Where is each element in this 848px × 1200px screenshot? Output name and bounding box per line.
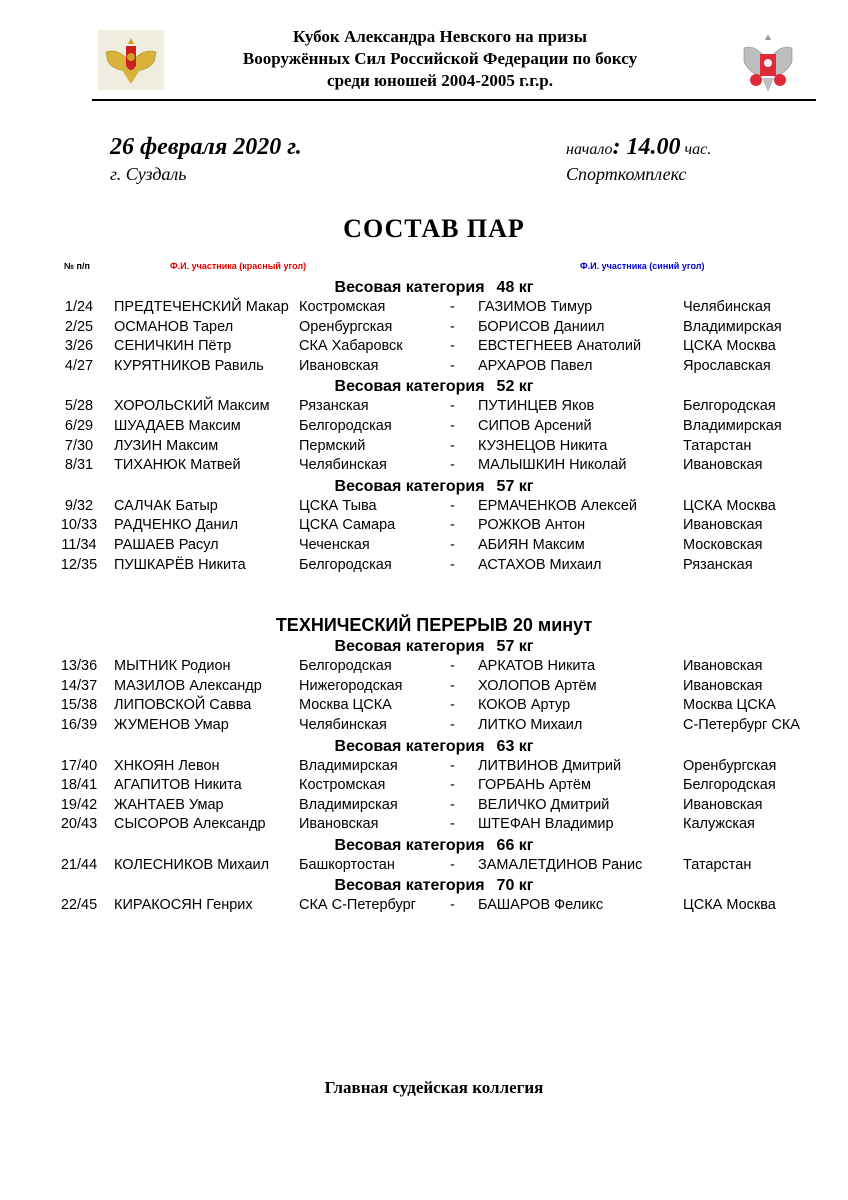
- bout-number: 22/45: [60, 897, 98, 914]
- red-corner-boxer: ПУШКАРЁВ Никита: [114, 556, 246, 573]
- blue-corner-team: ЦСКА Москва: [683, 897, 776, 914]
- bout-row: [0, 318, 848, 338]
- versus-separator: -: [450, 437, 455, 454]
- red-corner-team: Владимирская: [299, 757, 398, 774]
- bout-number: 11/34: [61, 536, 97, 553]
- weight-category-value: 48 кг: [496, 279, 534, 296]
- blue-corner-team: Ивановская: [683, 796, 763, 813]
- red-corner-team: Ивановская: [299, 816, 379, 833]
- weight-category-value: 57 кг: [496, 477, 534, 495]
- versus-separator: -: [450, 897, 455, 914]
- blue-corner-boxer: АРКАТОВ Никита: [478, 658, 596, 675]
- bout-row: [0, 896, 848, 916]
- red-corner-boxer: СЫСОРОВ Александр: [114, 816, 266, 833]
- red-corner-team: Москва ЦСКА: [299, 697, 392, 714]
- versus-separator: -: [450, 318, 455, 335]
- bout-row: [0, 298, 848, 318]
- blue-corner-team: Ивановская: [683, 658, 763, 675]
- blue-corner-boxer: ЕВСТЕГНЕЕВ Анатолий: [478, 338, 642, 355]
- weight-category-label: Весовая категория: [334, 836, 485, 854]
- column-header-blue-corner: Ф.И. участника (синий угол): [580, 261, 705, 271]
- versus-separator: -: [450, 299, 455, 315]
- event-start: [566, 134, 711, 161]
- bout-number: 5/28: [64, 398, 94, 415]
- start-time: 14.00: [626, 134, 681, 160]
- bout-number: 18/41: [60, 777, 98, 794]
- bout-row: [0, 357, 848, 377]
- bout-number: 16/39: [60, 716, 98, 733]
- red-corner-boxer: ШУАДАЕВ Максим: [114, 417, 241, 434]
- weight-category-heading: [0, 835, 848, 856]
- blue-corner-team: Московская: [683, 536, 763, 553]
- event-venue: Спорткомплекс: [566, 164, 687, 184]
- blue-corner-team: Белгородская: [683, 398, 776, 415]
- versus-separator: -: [450, 757, 455, 774]
- event-date: 26 февраля 2020 г.: [110, 134, 302, 160]
- red-corner-team: Владимирская: [299, 796, 398, 813]
- judges-panel-signature: Главная судейская коллегия: [324, 1078, 544, 1097]
- page-title: СОСТАВ ПАР: [343, 214, 525, 243]
- weight-category-value: 63 кг: [496, 737, 534, 755]
- weight-category-label: Весовая категория: [334, 378, 485, 396]
- document-header: [0, 0, 848, 100]
- event-city: г. Суздаль: [110, 164, 187, 184]
- red-corner-team: Чеченская: [299, 536, 370, 553]
- versus-separator: -: [450, 816, 455, 833]
- versus-separator: -: [450, 777, 455, 794]
- weight-category-heading: [0, 875, 848, 896]
- blue-corner-team: Ивановская: [683, 517, 763, 534]
- red-corner-team: Белгородская: [299, 658, 392, 675]
- red-corner-team: СКА Хабаровск: [299, 338, 403, 355]
- red-corner-boxer: МАЗИЛОВ Александр: [114, 677, 262, 694]
- blue-corner-team: Владимирская: [683, 318, 782, 335]
- column-header-red-corner: Ф.И. участника (красный угол): [170, 261, 307, 271]
- weight-category-value: 66 кг: [496, 836, 534, 854]
- bout-number: 2/25: [64, 318, 94, 335]
- blue-corner-boxer: ВЕЛИЧКО Дмитрий: [478, 796, 610, 813]
- versus-separator: -: [450, 536, 455, 553]
- versus-separator: -: [450, 338, 455, 355]
- versus-separator: -: [450, 357, 455, 374]
- red-corner-boxer: АГАПИТОВ Никита: [114, 777, 242, 794]
- weight-category-heading: [0, 636, 848, 657]
- bout-number: 19/42: [60, 796, 98, 813]
- tournament-title-line-2: Вооружённых Сил Российской Федерации по боксу: [242, 49, 638, 68]
- versus-separator: -: [450, 697, 455, 714]
- red-corner-boxer: ТИХАНЮК Матвей: [114, 457, 241, 474]
- bout-row: [0, 677, 848, 697]
- blue-corner-boxer: БОРИСОВ Даниил: [478, 318, 605, 335]
- versus-separator: -: [450, 556, 455, 573]
- technical-break-heading: ТЕХНИЧЕСКИЙ ПЕРЕРЫВ 20 минут: [275, 615, 593, 636]
- red-corner-team: Костромская: [299, 299, 386, 315]
- bout-number: 6/29: [64, 417, 94, 434]
- red-corner-team: Белгородская: [299, 556, 392, 573]
- red-corner-team: СКА С-Петербург: [299, 897, 416, 914]
- red-corner-team: ЦСКА Самара: [299, 517, 396, 534]
- blue-corner-boxer: ГОРБАНЬ Артём: [478, 777, 591, 794]
- bout-number: 14/37: [60, 677, 98, 694]
- bout-number: 17/40: [60, 757, 98, 774]
- ministry-of-defense-emblem-icon: [98, 30, 164, 90]
- versus-separator: -: [450, 497, 455, 514]
- bout-number: 7/30: [64, 437, 94, 454]
- weight-category-label: Весовая категория: [334, 638, 485, 656]
- blue-corner-boxer: КОКОВ Артур: [478, 697, 571, 714]
- weight-category-value: 52 кг: [496, 378, 534, 396]
- versus-separator: -: [450, 716, 455, 733]
- red-corner-team: Костромская: [299, 777, 386, 794]
- weight-category-label: Весовая категория: [334, 279, 485, 296]
- blue-corner-boxer: АСТАХОВ Михаил: [478, 556, 602, 573]
- bout-row: [0, 776, 848, 796]
- weight-category-value: 70 кг: [496, 877, 534, 895]
- red-corner-boxer: РАШАЕВ Расул: [114, 536, 219, 553]
- red-corner-boxer: РАДЧЕНКО Данил: [114, 517, 239, 534]
- bout-number: 15/38: [60, 697, 98, 714]
- versus-separator: -: [450, 517, 455, 534]
- bout-row: [0, 796, 848, 816]
- bout-row: [0, 456, 848, 476]
- blue-corner-team: С-Петербург СКА: [683, 716, 800, 733]
- bout-row: [0, 657, 848, 677]
- weight-category-label: Весовая категория: [334, 737, 485, 755]
- red-corner-boxer: КИРАКОСЯН Генрих: [114, 897, 253, 914]
- boxing-federation-emblem-icon: [738, 30, 798, 100]
- weight-category-label: Весовая категория: [334, 877, 485, 895]
- bout-number: 4/27: [64, 357, 94, 374]
- blue-corner-boxer: КУЗНЕЦОВ Никита: [478, 437, 608, 454]
- blue-corner-team: Челябинская: [683, 299, 771, 315]
- red-corner-team: Пермский: [299, 437, 366, 454]
- start-label: начало: [566, 141, 613, 158]
- red-corner-boxer: ЛУЗИН Максим: [114, 437, 219, 454]
- tournament-title: [170, 26, 710, 92]
- bout-row: [0, 397, 848, 417]
- weight-category-heading: [0, 376, 848, 397]
- red-corner-boxer: МЫТНИК Родион: [114, 658, 231, 675]
- bout-number: 12/35: [60, 556, 98, 573]
- bout-number: 13/36: [60, 658, 98, 675]
- blue-corner-team: ЦСКА Москва: [683, 338, 776, 355]
- blue-corner-team: Оренбургская: [683, 757, 777, 774]
- bout-number: 20/43: [60, 816, 98, 833]
- bout-number: 10/33: [60, 517, 98, 534]
- bout-number: 8/31: [64, 457, 94, 474]
- blue-corner-boxer: БАШАРОВ Феликс: [478, 897, 604, 914]
- weight-category-heading: [0, 736, 848, 757]
- bout-row: [0, 556, 848, 576]
- bout-number: 9/32: [64, 497, 94, 514]
- blue-corner-boxer: РОЖКОВ Антон: [478, 517, 586, 534]
- red-corner-team: Ивановская: [299, 357, 379, 374]
- weight-category-value: 57 кг: [496, 638, 534, 656]
- bouts-table: [0, 277, 848, 916]
- bout-row: [0, 497, 848, 517]
- red-corner-boxer: ХОРОЛЬСКИЙ Максим: [114, 398, 270, 415]
- versus-separator: -: [450, 658, 455, 675]
- blue-corner-team: ЦСКА Москва: [683, 497, 776, 514]
- red-corner-team: Оренбургская: [299, 318, 393, 335]
- start-colon: :: [612, 134, 621, 160]
- blue-corner-team: Москва ЦСКА: [683, 697, 776, 714]
- blue-corner-team: Ярославская: [683, 357, 771, 374]
- break-spacer: [0, 575, 848, 614]
- blue-corner-team: Владимирская: [683, 417, 782, 434]
- bout-row: [0, 815, 848, 835]
- blue-corner-team: Белгородская: [683, 777, 776, 794]
- versus-separator: -: [450, 856, 455, 873]
- weight-category-heading: [0, 476, 848, 497]
- weight-category-label: Весовая категория: [334, 477, 485, 495]
- red-corner-team: Башкортостан: [299, 856, 395, 873]
- red-corner-boxer: ХНКОЯН Левон: [114, 757, 220, 774]
- blue-corner-boxer: АРХАРОВ Павел: [478, 357, 593, 374]
- red-corner-team: ЦСКА Тыва: [299, 497, 377, 514]
- bout-row: [0, 417, 848, 437]
- bout-row: [0, 337, 848, 357]
- column-header-number: № п/п: [64, 261, 90, 271]
- bout-row: [0, 536, 848, 556]
- bout-number: 1/24: [64, 299, 94, 315]
- blue-corner-boxer: ПУТИНЦЕВ Яков: [478, 398, 595, 415]
- weight-category-heading: [0, 277, 848, 298]
- blue-corner-team: Ивановская: [683, 457, 763, 474]
- red-corner-team: Белгородская: [299, 417, 392, 434]
- bout-row: [0, 437, 848, 457]
- bout-row: [0, 716, 848, 736]
- blue-corner-boxer: ЗАМАЛЕТДИНОВ Ранис: [478, 856, 643, 873]
- versus-separator: -: [450, 796, 455, 813]
- blue-corner-boxer: ЛИТВИНОВ Дмитрий: [478, 757, 622, 774]
- versus-separator: -: [450, 398, 455, 415]
- red-corner-boxer: САЛЧАК Батыр: [114, 497, 218, 514]
- red-corner-boxer: КУРЯТНИКОВ Равиль: [114, 357, 264, 374]
- blue-corner-team: Рязанская: [683, 556, 753, 573]
- blue-corner-boxer: АБИЯН Максим: [478, 536, 585, 553]
- blue-corner-team: Ивановская: [683, 677, 763, 694]
- red-corner-boxer: ПРЕДТЕЧЕНСКИЙ Макар: [114, 299, 289, 315]
- versus-separator: -: [450, 677, 455, 694]
- versus-separator: -: [450, 457, 455, 474]
- blue-corner-boxer: ГАЗИМОВ Тимур: [478, 299, 593, 315]
- blue-corner-boxer: ШТЕФАН Владимир: [478, 816, 614, 833]
- bout-number: 3/26: [64, 338, 94, 355]
- red-corner-boxer: КОЛЕСНИКОВ Михаил: [114, 856, 270, 873]
- red-corner-boxer: ЖАНТАЕВ Умар: [114, 796, 224, 813]
- tournament-title-line-1: Кубок Александра Невского на призы: [292, 27, 588, 46]
- red-corner-team: Нижегородская: [299, 677, 403, 694]
- red-corner-team: Челябинская: [299, 457, 387, 474]
- bout-row: [0, 856, 848, 876]
- blue-corner-boxer: ЕРМАЧЕНКОВ Алексей: [478, 497, 637, 514]
- red-corner-boxer: СЕНИЧКИН Пётр: [114, 338, 232, 355]
- bout-row: [0, 757, 848, 777]
- red-corner-team: Челябинская: [299, 716, 387, 733]
- blue-corner-boxer: СИПОВ Арсений: [478, 417, 592, 434]
- start-unit: час.: [684, 141, 712, 158]
- bout-row: [0, 516, 848, 536]
- red-corner-boxer: ЛИПОВСКОЙ Савва: [114, 697, 252, 714]
- blue-corner-team: Татарстан: [683, 437, 752, 454]
- blue-corner-boxer: МАЛЫШКИН Николай: [478, 457, 627, 474]
- blue-corner-team: Калужская: [683, 816, 755, 833]
- red-corner-boxer: ОСМАНОВ Тарел: [114, 318, 234, 335]
- versus-separator: -: [450, 417, 455, 434]
- red-corner-team: Рязанская: [299, 398, 369, 415]
- header-divider: [92, 99, 816, 101]
- blue-corner-boxer: ЛИТКО Михаил: [478, 716, 583, 733]
- bout-row: [0, 696, 848, 716]
- blue-corner-boxer: ХОЛОПОВ Артём: [478, 677, 597, 694]
- bout-number: 21/44: [60, 856, 98, 873]
- blue-corner-team: Татарстан: [683, 856, 752, 873]
- tournament-title-line-3: среди юношей 2004-2005 г.г.р.: [327, 71, 553, 90]
- red-corner-boxer: ЖУМЕНОВ Умар: [114, 716, 229, 733]
